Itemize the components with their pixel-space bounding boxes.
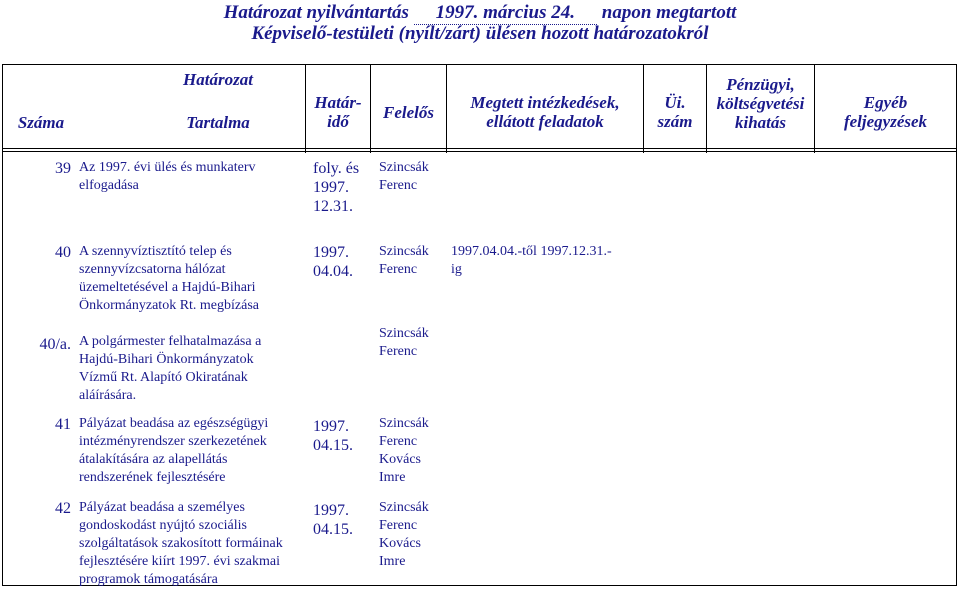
header-finance	[707, 75, 814, 132]
row-39-content: Az 1997. évi ülés és munkaterv elfogadása	[79, 160, 256, 193]
row-41-responsible: Szincsák Ferenc Kovács Imre	[379, 416, 429, 485]
title-suffix: napon megtartott	[601, 2, 737, 23]
row-40-deadline: 1997. 04.04.	[313, 244, 353, 280]
row-40a-content: A polgármester felhatalmazása a Hajdú-Bihari Önkormányzatok Vízmű Rt. Alapító Okiratának aláírására.	[79, 334, 262, 403]
title-line-2: Képviselő-testületi (nyílt/zárt) ülésen hozott határozatokról	[251, 23, 709, 44]
row-40-number: 40	[55, 244, 71, 261]
header-responsible: Felelős	[383, 103, 434, 122]
header-finance-line-3: kihatás	[734, 113, 787, 132]
row-41-deadline: 1997. 04.15.	[313, 418, 353, 454]
title-line-1	[0, 2, 960, 25]
title-date: 1997. március 24.	[414, 2, 597, 25]
header-file-number	[644, 93, 706, 131]
header-file-line-2: szám	[657, 112, 693, 131]
header-other-notes	[815, 93, 956, 131]
row-39-deadline: foly. és 1997. 12.31.	[313, 160, 360, 215]
header-other-line-2: feljegyzések	[843, 112, 928, 131]
row-39-number: 39	[55, 160, 71, 177]
row-40-responsible: Szincsák Ferenc	[379, 244, 429, 277]
header-actions-line-1: Megtett intézkedések,	[470, 93, 620, 112]
row-40-content: A szennyvíztisztító telep és szennyvízcsatorna hálózat üzemeltetésével a Hajdú-Bihari Önkormányzatok Rt. megbízása	[79, 244, 260, 313]
row-40a-responsible: Szincsák Ferenc	[379, 326, 429, 359]
header-deadline	[306, 93, 370, 131]
title-prefix: Határozat nyilvántartás	[223, 2, 409, 23]
header-other-line-1: Egyéb	[863, 93, 908, 112]
header-actions	[447, 93, 643, 131]
header-file-line-1: Üi.	[664, 93, 686, 112]
row-40a-number: 40/a.	[39, 336, 71, 353]
row-42-responsible: Szincsák Ferenc Kovács Imre	[379, 500, 429, 569]
row-39-responsible: Szincsák Ferenc	[379, 160, 429, 193]
row-42-deadline: 1997. 04.15.	[313, 502, 353, 538]
header-deadline-line-2: idő	[327, 112, 349, 131]
header-number: Száma	[17, 113, 65, 132]
row-41-content: Pályázat beadása az egészségügyi intézményrendszer szerkezetének átalakítására az alapellátás rendszerének fejlesztésére	[79, 416, 269, 485]
row-42-content: Pályázat beadása a személyes gondoskodást nyújtó szociális szolgáltatások szakosított formáinak fejlesztésére kiírt 1997. évi szakmai programok támogatására	[79, 500, 283, 587]
row-41-number: 41	[55, 416, 71, 433]
row-40-actions: 1997.04.04.-től 1997.12.31.- ig	[451, 244, 612, 277]
header-actions-line-2: ellátott feladatok	[486, 112, 604, 131]
row-42-number: 42	[55, 500, 71, 517]
header-resolution: Határozat	[183, 70, 253, 89]
header-finance-line-1: Pénzügyi,	[726, 75, 795, 94]
header-deadline-line-1: Határ-	[314, 93, 362, 112]
header-finance-line-2: költségvetési	[716, 94, 805, 113]
header-content: Tartalma	[186, 113, 250, 132]
resolution-table	[2, 64, 957, 586]
